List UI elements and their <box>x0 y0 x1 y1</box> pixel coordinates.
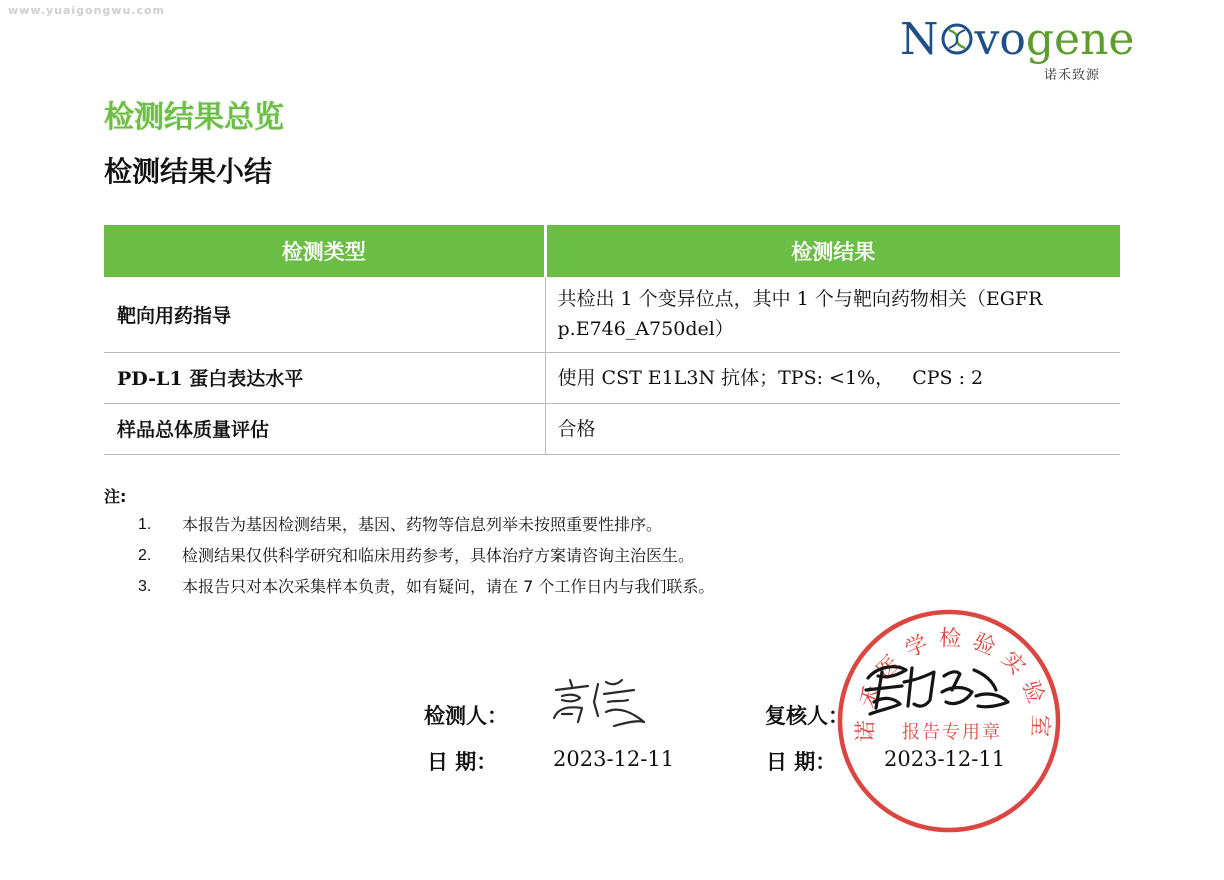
row-type-cell: PD-L1 蛋白表达水平 <box>104 352 545 403</box>
header-test-type: 检测类型 <box>104 225 545 277</box>
tester-date: 2023-12-11 <box>553 747 675 771</box>
list-item: 1. 本报告为基因检测结果，基因、药物等信息列举未按照重要性排序。 <box>138 515 663 534</box>
tester-date-label: 日 期： <box>427 750 498 774</box>
watermark: www.yuaigongwu.com <box>8 4 166 17</box>
list-item: 3. 本报告只对本次采集样本负责，如有疑问，请在 7 个工作日内与我们联系。 <box>138 577 715 596</box>
reviewer-label: 复核人： <box>765 704 849 728</box>
list-item: 2. 检测结果仅供科学研究和临床用药参考，具体治疗方案请咨询主治医生。 <box>138 546 695 565</box>
novogene-logo <box>900 14 1135 83</box>
row-result-cell: 使用 CST E1L3N 抗体；TPS: <1%， CPS : 2 <box>545 352 1120 403</box>
header-test-result: 检测结果 <box>545 225 1120 277</box>
dna-helix-icon <box>940 22 974 56</box>
row-type-cell: 靶向用药指导 <box>104 277 545 352</box>
reviewer-date: 2023-12-11 <box>884 747 1006 771</box>
tester-label: 检测人： <box>424 704 508 728</box>
page-subtitle: 检测结果小结 <box>104 155 273 188</box>
row-type-cell: 样品总体质量评估 <box>104 403 545 454</box>
table-header-row <box>104 225 1120 277</box>
table-row <box>104 352 1120 403</box>
result-line: 共检出 1 个变异位点，其中 1 个与靶向药物相关（EGFR <box>557 288 1043 311</box>
svg-text:诺禾医学检验实验室: 诺禾医学检验实验室 <box>853 626 1053 748</box>
reviewer-date-label: 日 期： <box>766 750 837 774</box>
logo-subtitle: 诺禾致源 <box>1044 68 1101 83</box>
row-result-cell: 合格 <box>545 403 1120 454</box>
reviewer-signature <box>856 656 1016 728</box>
notes-label: 注: <box>104 487 127 506</box>
results-table <box>104 225 1120 455</box>
notes-list <box>138 514 714 607</box>
result-line: p.E746_A750del） <box>557 318 734 341</box>
section-title: 检测结果总览 <box>104 100 284 135</box>
table-row <box>104 403 1120 454</box>
table-row <box>104 277 1120 352</box>
logo-wordmark: N vogene <box>900 14 1135 65</box>
row-result-cell <box>545 277 1120 352</box>
svg-text:报告专用章: 报告专用章 <box>902 722 1002 743</box>
tester-signature <box>548 672 658 732</box>
